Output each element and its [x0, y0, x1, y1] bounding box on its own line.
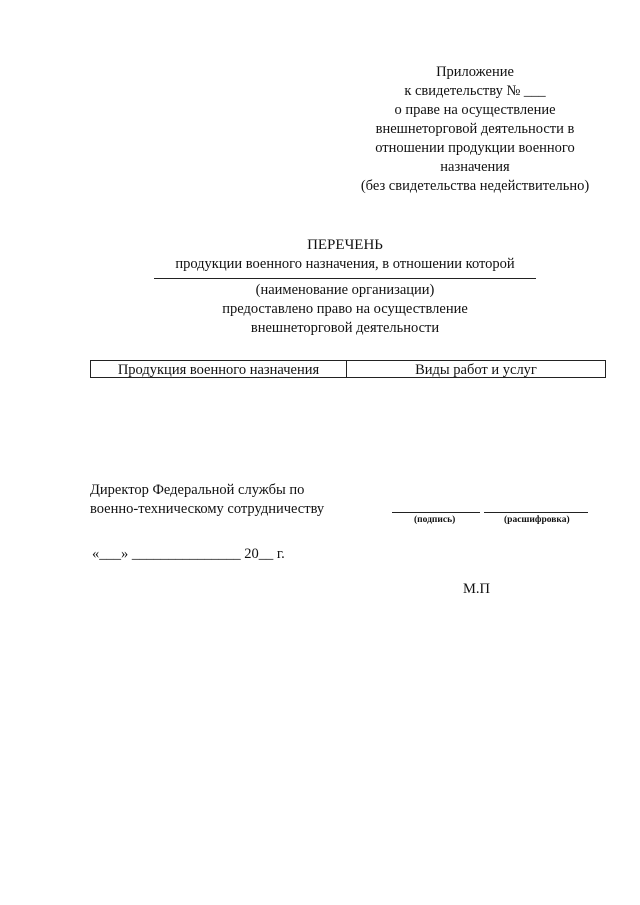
appendix-line: к свидетельству № ___ [404, 83, 546, 99]
director-line: Директор Федеральной службы по [90, 482, 305, 498]
title-line: предоставлено право на осуществление [222, 301, 468, 317]
appendix-header [340, 63, 610, 196]
appendix-line: о праве на осуществление [394, 102, 556, 118]
title-line: внешнеторговой деятельности [250, 320, 440, 336]
name-caption: (расшифровка) [504, 515, 570, 525]
appendix-line: Приложение [436, 64, 514, 80]
organization-name-blank [154, 278, 536, 279]
stamp-placeholder: М.П [463, 581, 490, 597]
column-header-services: Виды работ и услуг [415, 362, 537, 378]
appendix-line: отношении продукции военного [375, 140, 575, 156]
name-blank [484, 512, 588, 513]
organization-caption: (наименование организации) [255, 282, 435, 298]
director-line: военно-техническому сотрудничеству [90, 501, 325, 517]
signature-area [392, 500, 592, 530]
signature-blank [392, 512, 480, 513]
products-table-header [90, 360, 606, 378]
title-block [110, 236, 580, 338]
title-line: продукции военного назначения, в отношении которой [175, 256, 515, 272]
director-title [90, 481, 380, 519]
date-line: «___» _______________ 20__ г. [92, 546, 285, 562]
document-title: ПЕРЕЧЕНЬ [307, 237, 383, 253]
column-header-products: Продукция военного назначения [91, 361, 347, 377]
appendix-line: (без свидетельства недействительно) [360, 178, 590, 194]
appendix-line: назначения [440, 159, 510, 175]
appendix-line: внешнеторговой деятельности в [375, 121, 575, 137]
signature-caption: (подпись) [414, 515, 456, 525]
